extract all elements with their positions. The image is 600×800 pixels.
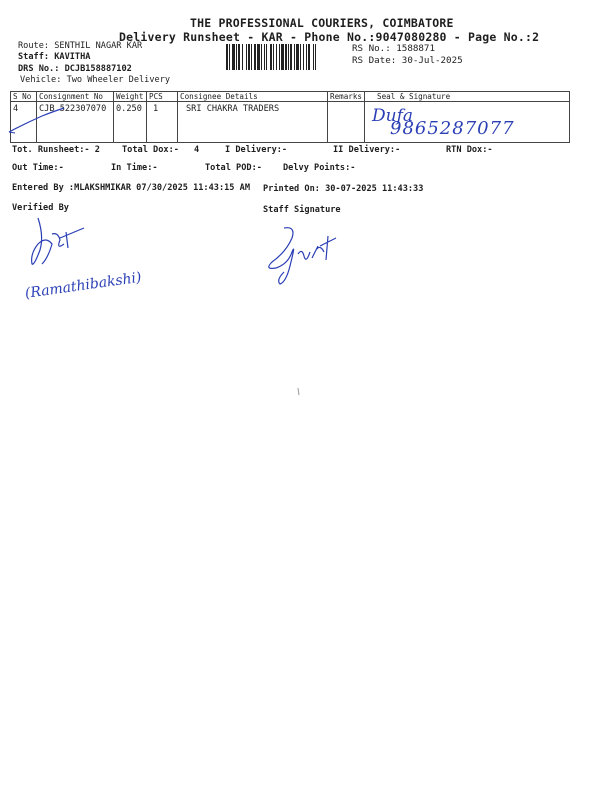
cell-weight: 0.250: [114, 102, 147, 143]
barcode-bar: [308, 44, 310, 70]
total-dox-value: 4: [194, 145, 200, 155]
barcode-bar: [296, 44, 299, 70]
barcode-bar: [266, 44, 267, 70]
in-time: In Time:-: [111, 163, 158, 173]
delvy-points: Delvy Points:-: [283, 163, 356, 173]
verified-by-label: Verified By: [12, 203, 69, 213]
col-header-remarks: Remarks: [328, 92, 365, 102]
staff-signature-label: Staff Signature: [263, 205, 341, 215]
drs-text: DRS No.: DCJB158887102: [18, 64, 132, 74]
company-title: THE PROFESSIONAL COURIERS, COIMBATORE: [190, 16, 454, 30]
col-header-consignee: Consignee Details: [178, 92, 328, 102]
verifier-handwritten-name: (Ramathibakshi): [24, 269, 143, 302]
barcode-bar: [236, 44, 237, 70]
col-header-sno: S No: [11, 92, 37, 102]
barcode-bar: [281, 44, 284, 70]
barcode-bar: [242, 44, 243, 70]
barcode-bar: [264, 44, 265, 70]
barcode-bar: [273, 44, 274, 70]
staff-signature: [262, 222, 342, 290]
barcode-bar: [315, 44, 316, 70]
seal-handwritten-phone: 9865287077: [390, 118, 515, 139]
seal-handwritten-name: Dufa: [372, 106, 414, 126]
barcode-bar: [288, 44, 289, 70]
barcode-bar: [261, 44, 262, 70]
barcode-bar: [290, 44, 292, 70]
barcode-bar: [303, 44, 304, 70]
col-header-consignment: Consignment No: [37, 92, 114, 102]
vehicle-text: Vehicle: Two Wheeler Delivery: [20, 75, 171, 85]
cell-pcs: 1: [147, 102, 178, 143]
barcode-bar: [254, 44, 256, 70]
barcode-bar: [276, 44, 277, 70]
barcode-bar: [313, 44, 314, 70]
printed-on: Printed On: 30-07-2025 11:43:33: [263, 184, 424, 194]
rs-date: RS Date: 30-Jul-2025: [352, 55, 463, 66]
barcode: [226, 44, 345, 70]
barcode-bar: [300, 44, 301, 70]
cell-consignee: SRI CHAKRA TRADERS: [178, 102, 328, 143]
tot-runsheet: Tot. Runsheet:- 2: [12, 145, 100, 155]
cell-remarks: [328, 102, 365, 143]
cell-sno: 4: [11, 102, 37, 143]
i-delivery: I Delivery:-: [225, 145, 288, 155]
barcode-bar: [279, 44, 280, 70]
rs-number: RS No.: 1588871: [352, 43, 435, 54]
barcode-bar: [270, 44, 272, 70]
barcode-bar: [306, 44, 307, 70]
barcode-bar: [229, 44, 230, 70]
barcode-bar: [248, 44, 250, 70]
barcode-bar: [246, 44, 247, 70]
col-header-seal: Seal & Signature: [365, 92, 570, 102]
barcode-bar: [226, 44, 228, 70]
barcode-bar: [238, 44, 240, 70]
staff-text: Staff: KAVITHA: [18, 52, 91, 62]
cell-consignment: CJB 522307070: [37, 102, 114, 143]
route-text: Route: SENTHIL NAGAR KAR: [18, 41, 143, 51]
barcode-bar: [285, 44, 287, 70]
out-time: Out Time:-: [12, 163, 64, 173]
barcode-bar: [232, 44, 235, 70]
speck-mark: [296, 388, 302, 396]
col-header-pcs: PCS: [147, 92, 178, 102]
ii-delivery: II Delivery:-: [333, 145, 401, 155]
entered-by: Entered By :MLAKSHMIKAR 07/30/2025 11:43:15 AM: [12, 183, 250, 193]
barcode-bar: [294, 44, 295, 70]
rtn-dox: RTN Dox:-: [446, 145, 493, 155]
verifier-signature: [24, 214, 96, 272]
barcode-bar: [251, 44, 252, 70]
total-pod: Total POD:-: [205, 163, 262, 173]
checkmark-icon: [6, 106, 76, 136]
col-header-weight: Weight: [114, 92, 147, 102]
barcode-bar: [257, 44, 260, 70]
runsheet-subtitle: Delivery Runsheet - KAR - Phone No.:9047080280 - Page No.:2: [119, 30, 540, 44]
total-dox-label: Total Dox:-: [122, 145, 179, 155]
